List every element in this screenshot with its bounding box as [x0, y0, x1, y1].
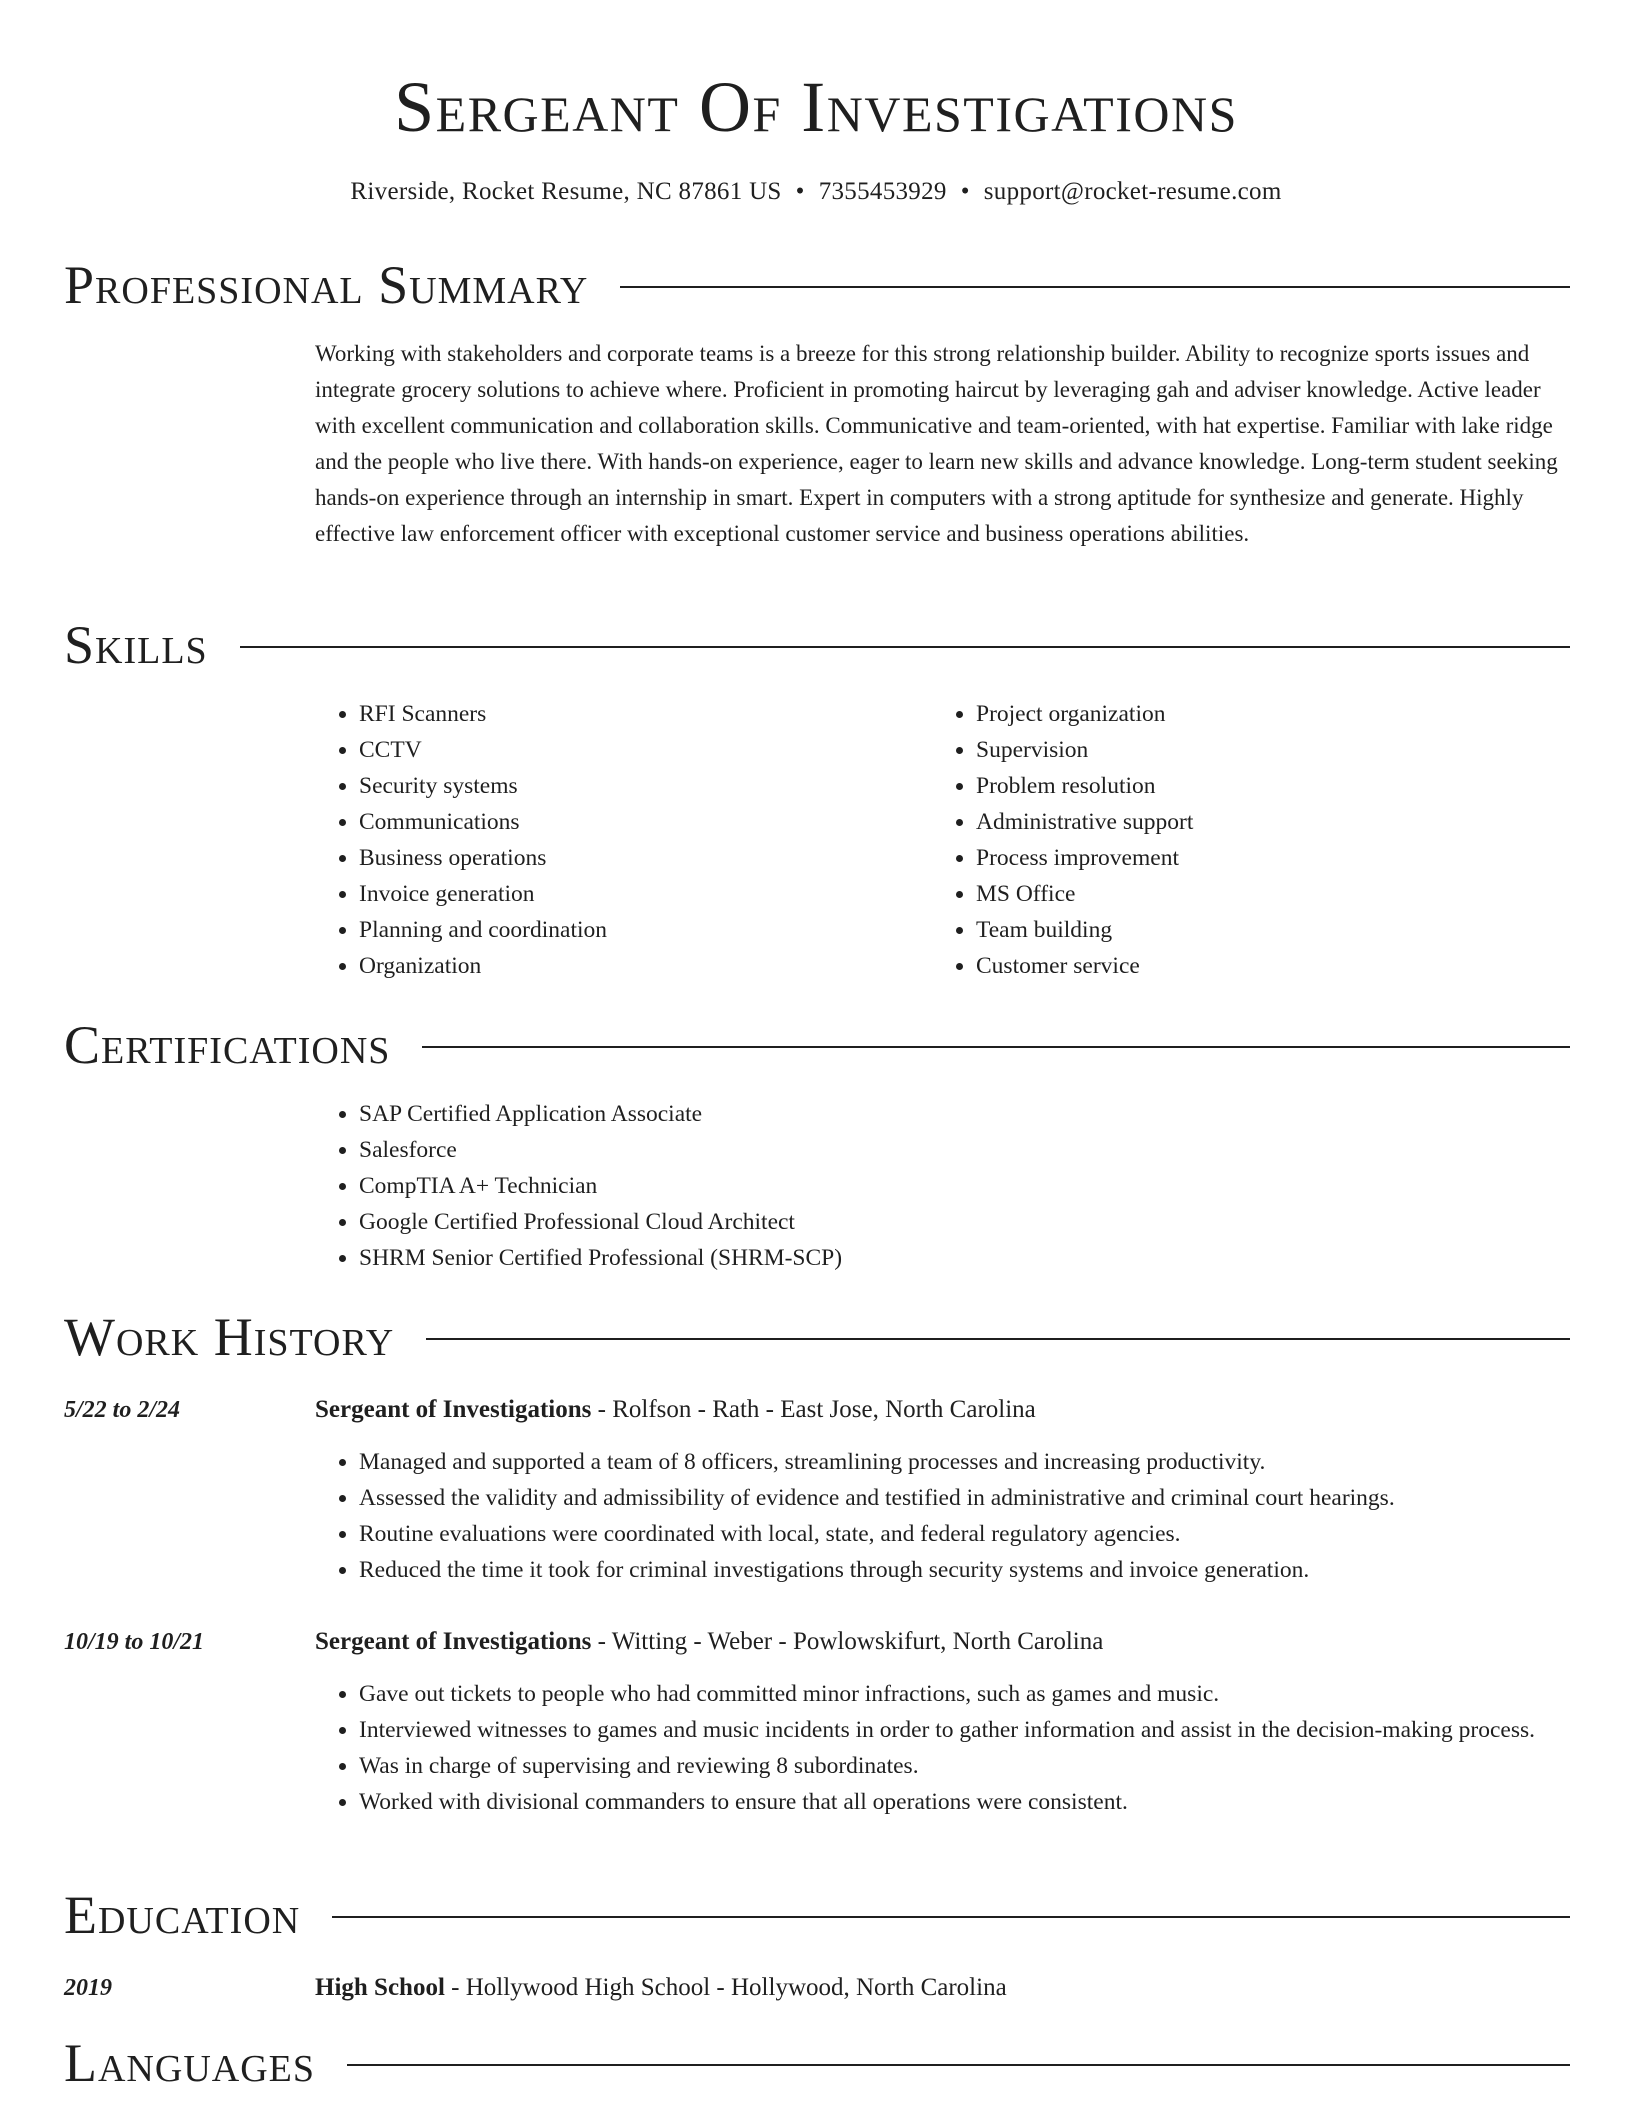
skills-heading: Skills	[64, 615, 208, 675]
skill-item: • Process improvement	[976, 840, 1536, 876]
summary-text: Working with stakeholders and corporate teams is a breeze for this strong relationship builder. Ability to recognize sports issues and integrate grocery solutions to achieve where. Proficient in promoting haircut by leveraging gah and adviser knowledge. Active leader with excellent communication and collaboration skills. Communicative and team-oriented, with hat expertise. Familiar with lake ridge and the people who live there. With hands-on experience, eager to learn new skills and advance knowledge. Long-term student seeking hands-on experience through an internship in smart. Expert in computers with a strong aptitude for synthesize and generate. Highly effective law enforcement officer with exceptional customer service and business operations abilities.	[315, 341, 1558, 546]
certification-item: • SAP Certified Application Associate	[359, 1096, 1559, 1132]
job-heading	[315, 1624, 1103, 1660]
skill-item: • Team building	[976, 912, 1536, 948]
skill-item: • Problem resolution	[976, 768, 1536, 804]
education-details: - Hollywood High School - Hollywood, North Carolina	[444, 1974, 1007, 2001]
skill-item: • Supervision	[976, 732, 1536, 768]
job-bullet: • Worked with divisional commanders to ensure that all operations were consistent.	[359, 1784, 1589, 1820]
skills-list-left	[315, 696, 919, 984]
skill-item: • Administrative support	[976, 804, 1536, 840]
contact-email: support@rocket-resume.com	[983, 178, 1282, 205]
certifications-heading: Certifications	[64, 1015, 391, 1075]
summary-section-heading	[64, 252, 1570, 318]
job-bullet: • Managed and supported a team of 8 officers, streamlining processes and increasing productivity.	[359, 1444, 1559, 1480]
contact-phone: 7355453929	[818, 178, 947, 205]
skill-item: • RFI Scanners	[359, 696, 919, 732]
certification-item: • CompTIA A+ Technician	[359, 1168, 1559, 1204]
certifications-section-heading	[64, 1012, 1570, 1078]
education-line	[315, 1970, 1007, 2006]
education-heading: Education	[64, 1885, 301, 1945]
skill-item: • Project organization	[976, 696, 1536, 732]
skill-item: • CCTV	[359, 732, 919, 768]
work-section-heading	[64, 1304, 1570, 1370]
education-degree: High School	[315, 1974, 445, 2001]
skill-item: • MS Office	[976, 876, 1536, 912]
skill-item: • Organization	[359, 948, 919, 984]
job-bullet: • Interviewed witnesses to games and music incidents in order to gather information and assist in the decision-making process.	[359, 1712, 1589, 1748]
certifications-list	[315, 1096, 1559, 1276]
job-bullets	[315, 1676, 1589, 1820]
contact-line	[0, 174, 1632, 210]
skills-section-heading	[64, 612, 1570, 678]
certification-item: • SHRM Senior Certified Professional (SHRM-SCP)	[359, 1240, 1559, 1276]
languages-heading: Languages	[64, 2033, 315, 2093]
contact-separator: •	[795, 178, 805, 205]
education-date: 2019	[64, 1975, 112, 2001]
candidate-name: Sergeant Of Investigations	[394, 67, 1238, 147]
skill-item: • Communications	[359, 804, 919, 840]
section-divider	[240, 646, 1570, 648]
skills-list-right	[932, 696, 1536, 984]
job-bullet: • Gave out tickets to people who had committed minor infractions, such as games and music.	[359, 1676, 1589, 1712]
job-dates: 5/22 to 2/24	[64, 1397, 181, 1423]
summary-heading: Professional Summary	[64, 255, 589, 315]
job-bullet: • Reduced the time it took for criminal investigations through security systems and invoice generation.	[359, 1552, 1559, 1588]
certification-item: • Google Certified Professional Cloud Architect	[359, 1204, 1559, 1240]
job-bullet: • Was in charge of supervising and reviewing 8 subordinates.	[359, 1748, 1589, 1784]
job-details: - Witting - Weber - Powlowskifurt, North Carolina	[591, 1628, 1104, 1655]
skill-item: • Business operations	[359, 840, 919, 876]
job-details: - Rolfson - Rath - East Jose, North Carolina	[591, 1396, 1036, 1423]
work-heading: Work History	[64, 1307, 395, 1367]
job-bullet: • Assessed the validity and admissibility of evidence and testified in administrative and criminal court hearings.	[359, 1480, 1559, 1516]
section-divider	[620, 286, 1570, 288]
job-heading	[315, 1392, 1036, 1428]
section-divider	[426, 1338, 1570, 1340]
job-dates: 10/19 to 10/21	[64, 1629, 205, 1655]
contact-separator: •	[960, 178, 970, 205]
section-divider	[422, 1046, 1570, 1048]
job-bullets	[315, 1444, 1559, 1588]
education-section-heading	[64, 1882, 1570, 1948]
section-divider	[347, 2064, 1570, 2066]
languages-section-heading	[64, 2030, 1570, 2096]
contact-address: Riverside, Rocket Resume, NC 87861 US	[350, 178, 782, 205]
skill-item: • Security systems	[359, 768, 919, 804]
skill-item: • Planning and coordination	[359, 912, 919, 948]
job-title: Sergeant of Investigations	[315, 1628, 592, 1655]
job-bullet: • Routine evaluations were coordinated with local, state, and federal regulatory agencies.	[359, 1516, 1559, 1552]
skill-item: • Customer service	[976, 948, 1536, 984]
skill-item: • Invoice generation	[359, 876, 919, 912]
certification-item: • Salesforce	[359, 1132, 1559, 1168]
section-divider	[332, 1916, 1570, 1918]
job-title: Sergeant of Investigations	[315, 1396, 592, 1423]
